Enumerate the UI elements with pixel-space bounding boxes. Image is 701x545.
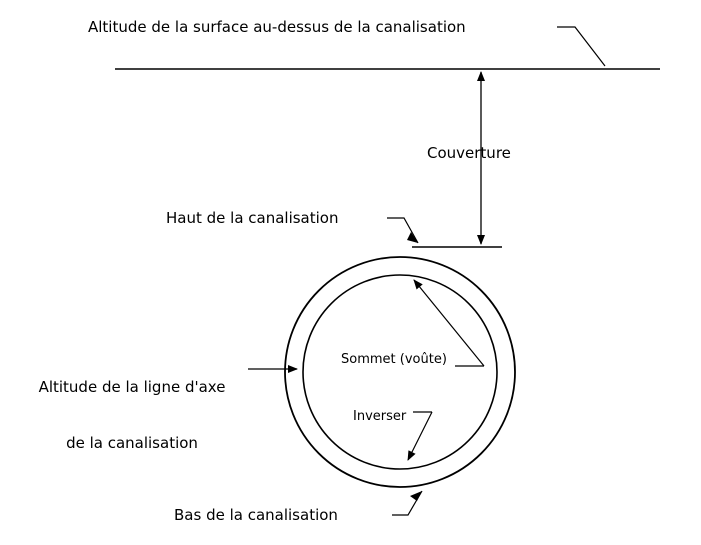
surface-label-leader [557,27,605,66]
label-surface-elevation: Altitude de la surface au-dessus de la canalisation [88,18,466,36]
label-pipe-top: Haut de la canalisation [166,209,339,227]
inverser-leader-arrow [408,412,432,460]
label-centerline-line1: Altitude de la ligne d'axe [38,377,226,396]
label-pipe-bottom: Bas de la canalisation [174,506,338,524]
pipe-bottom-arrowhead [410,491,422,501]
label-invert: Inverser [353,409,407,424]
label-centerline-line2: de la canalisation [66,433,198,452]
label-centerline-elevation [20,340,244,490]
pipe-outer-wall [285,257,515,487]
label-cover: Couverture [427,144,511,162]
label-crown: Sommet (voûte) [341,352,447,367]
pipe-inner-wall [303,275,497,469]
